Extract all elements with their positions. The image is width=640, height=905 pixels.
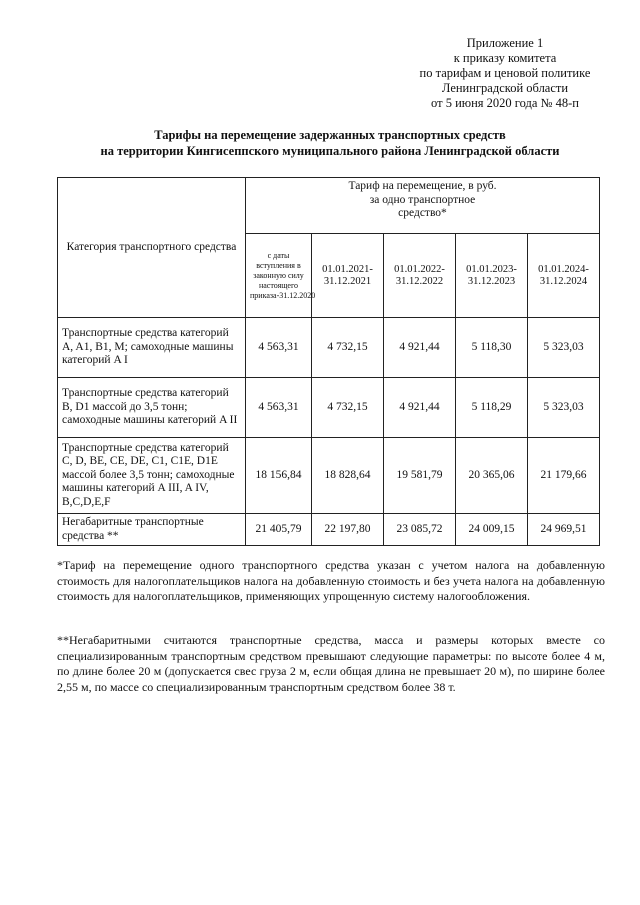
tariff-header-text: Тариф на перемещение, в руб. за одно транспортное средство* (348, 180, 497, 219)
tariff-value: 20 365,06 (456, 438, 528, 514)
title-line-1: Тарифы на перемещение задержанных транспортных средств (154, 128, 506, 142)
appendix-line: по тарифам и ценовой политике (419, 66, 591, 80)
period-header: 01.01.2024-31.12.2024 (528, 234, 600, 318)
table-row (58, 438, 600, 514)
tariff-value: 21 179,66 (528, 438, 600, 514)
tariff-value: 19 581,79 (384, 438, 456, 514)
category-cell: Негабаритные транспортные средства ** (58, 514, 246, 546)
tariff-value: 5 118,30 (456, 318, 528, 378)
table-row (58, 378, 600, 438)
period-header: 01.01.2023-31.12.2023 (456, 234, 528, 318)
tariff-value: 5 323,03 (528, 378, 600, 438)
document-title (40, 127, 620, 159)
tariff-table (57, 177, 600, 546)
tariff-value: 5 323,03 (528, 318, 600, 378)
period-header: 01.01.2022-31.12.2022 (384, 234, 456, 318)
tariff-value: 5 118,29 (456, 378, 528, 438)
tariff-value: 24 009,15 (456, 514, 528, 546)
tariff-value: 4 732,15 (312, 318, 384, 378)
appendix-line: от 5 июня 2020 года № 48-п (431, 96, 579, 110)
tariff-value: 4 732,15 (312, 378, 384, 438)
tariff-value: 24 969,51 (528, 514, 600, 546)
tariff-value: 18 156,84 (246, 438, 312, 514)
tariff-value: 4 921,44 (384, 378, 456, 438)
category-column-header: Категория транспортного средства (58, 178, 246, 318)
category-cell: Транспортные средства категорий A, A1, B1, M; самоходные машины категорий A I (58, 318, 246, 378)
period-header: 01.01.2021-31.12.2021 (312, 234, 384, 318)
tariff-value: 4 563,31 (246, 318, 312, 378)
period-header: с даты вступления в законную силу настоящего приказа-31.12.2020 (246, 234, 312, 318)
title-line-2: на территории Кингисеппского муниципального района Ленинградской области (100, 144, 560, 158)
tariff-value: 18 828,64 (312, 438, 384, 514)
table-row (58, 318, 600, 378)
tariff-column-header (246, 178, 600, 234)
appendix-line: Приложение 1 (466, 36, 544, 50)
appendix-line: к приказу комитета (453, 51, 557, 65)
footnote-oversized: **Негабаритными считаются транспортные средства, масса и размеры которых вместе со специализированным транспортным средством превышают следующие параметры: по высоте более 4 м, по длине более 20 м (допускается свес груза 2 м, если общая длина не превышает 20 м), по ширине более 2,55 м, по массе со специализированным транспортным средством более 38 т. (57, 633, 605, 694)
tariff-value: 4 563,31 (246, 378, 312, 438)
table-row (58, 514, 600, 546)
footnote-vat: *Тариф на перемещение одного транспортного средства указан с учетом налога на добавленную стоимость для налогоплательщиков налога на добавленную стоимость и без учета налога на добавленную стоимость для налогоплательщиков, применяющих упрощенную систему налогообложения. (57, 558, 605, 603)
appendix-block (400, 36, 610, 111)
category-cell: Транспортные средства категорий B, D1 массой до 3,5 тонн; самоходные машины категорий A II (58, 378, 246, 438)
appendix-line: Ленинградской области (441, 81, 569, 95)
tariff-value: 22 197,80 (312, 514, 384, 546)
tariff-value: 23 085,72 (384, 514, 456, 546)
tariff-value: 4 921,44 (384, 318, 456, 378)
tariff-value: 21 405,79 (246, 514, 312, 546)
category-cell: Транспортные средства категорий C, D, BE, CE, DE, C1, C1E, D1E массой более 3,5 тонн; самоходные машины категорий A III, A IV, B,C,D,E,F (58, 438, 246, 514)
